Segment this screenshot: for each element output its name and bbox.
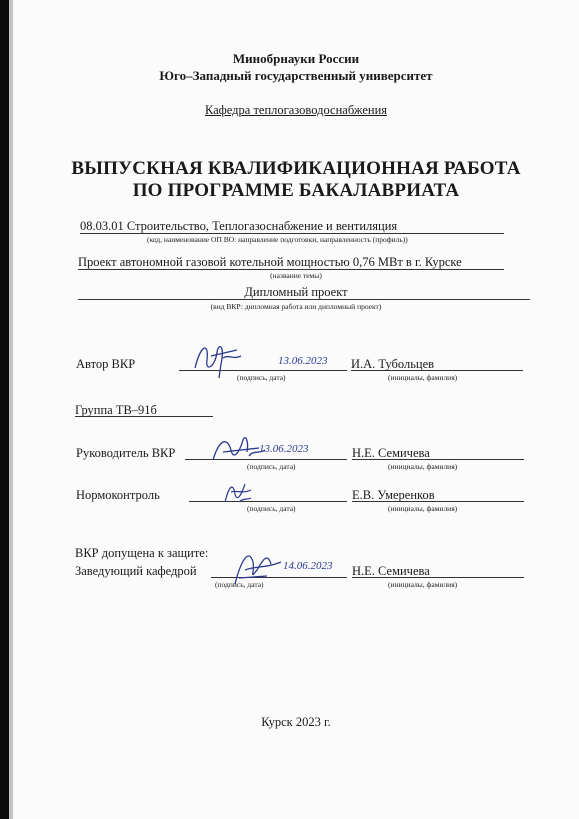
department-name: Кафедра теплогазоводоснабжения: [204, 103, 388, 117]
supervisor-label: Руководитель ВКР: [76, 446, 176, 460]
program-caption: (код, наименование ОП ВО: направление подготовки, направленность (профиль)): [147, 235, 408, 244]
head-name-caption: (инициалы, фамилия): [388, 580, 458, 589]
work-type-caption: (вид ВКР: дипломная работа или дипломный проект): [210, 302, 382, 311]
group-underline: [75, 416, 213, 417]
topic-caption: (название темы): [270, 271, 322, 280]
supervisor-sign-date: 13.06.2023: [259, 443, 309, 455]
university-name: Юго–Западный государственный университет: [159, 68, 433, 83]
head-label: Заведующий кафедрой: [75, 564, 197, 578]
author-name: И.А. Тубольцев: [351, 357, 435, 371]
scan-dark-edge: [0, 0, 9, 819]
normcontrol-label: Нормоконтроль: [76, 488, 160, 502]
program-underline: [80, 233, 504, 234]
work-type-underline: [78, 299, 530, 300]
normcontrol-signature: [219, 476, 259, 506]
admitted-label: ВКР допущена к защите:: [75, 546, 209, 560]
work-title-line1: ВЫПУСКНАЯ КВАЛИФИКАЦИОННАЯ РАБОТА: [71, 158, 521, 179]
ministry-name: Минобрнауки России: [232, 51, 360, 66]
title-page: [13, 0, 579, 819]
normcontrol-sign-line: [189, 501, 347, 502]
topic-value: Проект автономной газовой котельной мощностью 0,76 МВт в г. Курске: [78, 255, 462, 269]
city-year: Курск 2023 г.: [261, 715, 331, 729]
normcontrol-sign-caption: (подпись, дата): [247, 504, 296, 513]
supervisor-name-caption: (инициалы, фамилия): [388, 462, 458, 471]
author-name-caption: (инициалы, фамилия): [388, 373, 458, 382]
author-label: Автор ВКР: [76, 357, 136, 371]
normcontrol-name-line: [352, 501, 524, 502]
supervisor-name: Н.Е. Семичева: [352, 446, 430, 460]
work-title-line2: ПО ПРОГРАММЕ БАКАЛАВРИАТА: [132, 180, 460, 201]
normcontrol-name: Е.В. Умеренков: [352, 488, 435, 502]
supervisor-sign-caption: (подпись, дата): [247, 462, 296, 471]
group-label: Группа ТВ–91б: [75, 403, 157, 417]
head-name: Н.Е. Семичева: [352, 564, 430, 578]
head-name-line: [352, 577, 524, 578]
topic-underline: [78, 269, 504, 270]
author-name-line: [351, 370, 523, 371]
author-sign-caption: (подпись, дата): [237, 373, 286, 382]
program-value: 08.03.01 Строительство, Теплогазоснабжение и вентиляция: [80, 219, 398, 233]
supervisor-name-line: [352, 459, 524, 460]
work-type-value: Дипломный проект: [244, 285, 348, 299]
normcontrol-name-caption: (инициалы, фамилия): [388, 504, 458, 513]
author-sign-date: 13.06.2023: [278, 355, 328, 367]
head-sign-date: 14.06.2023: [283, 560, 333, 572]
head-sign-caption: (подпись, дата): [215, 580, 264, 589]
